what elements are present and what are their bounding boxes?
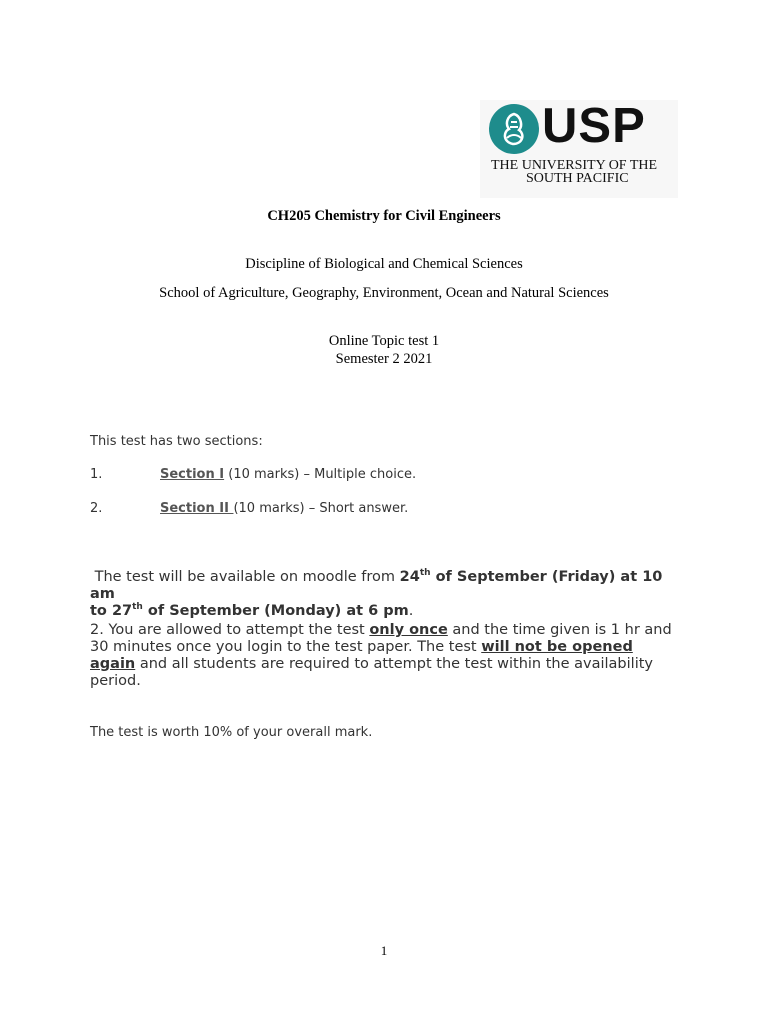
worth-text: The test is worth 10% of your overall mark. [90,725,373,740]
section-2-item [160,501,408,516]
school: School of Agriculture, Geography, Environment, Ocean and Natural Sciences [159,285,609,301]
availability-paragraph [90,569,680,620]
page-number: 1 [380,943,388,958]
logo-wordmark: USP [542,99,646,153]
section-2-desc: (10 marks) – Short answer. [233,501,409,516]
shell-emblem-icon [489,104,539,154]
section-1-number: 1. [90,467,103,482]
semester: Semester 2 2021 [335,351,433,367]
attempt-emphasis-not-reopened: will not be opened again [90,639,633,672]
section-1-item [160,467,416,482]
intro-text: This test has two sections: [90,434,263,449]
attempt-middle: and the time given is 1 hr and 30 minutes once you login to the test paper. The test [90,622,672,655]
end-details: of September (Monday) at 6 pm [142,603,409,619]
attempt-emphasis-once: only once [369,622,448,638]
end-day-suffix: th [132,602,143,613]
end-day: to 27 [90,603,133,619]
section-2-number: 2. [90,501,103,516]
availability-intro: The test will be available on moodle from [90,569,400,585]
attempt-intro: 2. You are allowed to attempt the test [90,622,370,638]
logo-line-1: THE UNIVERSITY OF THE [491,158,658,173]
attempt-paragraph [90,622,680,690]
attempt-end: and all students are required to attempt the test within the availability period. [90,656,653,689]
availability-end: . [408,603,414,619]
start-day: 24 [399,569,420,585]
usp-logo [480,100,678,198]
start-details: of September (Friday) at 10 am [90,569,663,602]
course-title: CH205 Chemistry for Civil Engineers [267,208,501,224]
section-1-desc: (10 marks) – Multiple choice. [224,467,417,482]
section-2-title: Section II [160,501,234,516]
discipline: Discipline of Biological and Chemical Sciences [245,256,523,272]
section-1-title: Section I [160,467,225,482]
start-day-suffix: th [419,568,431,579]
logo-line-2: SOUTH PACIFIC [526,171,629,186]
test-name: Online Topic test 1 [328,333,440,349]
